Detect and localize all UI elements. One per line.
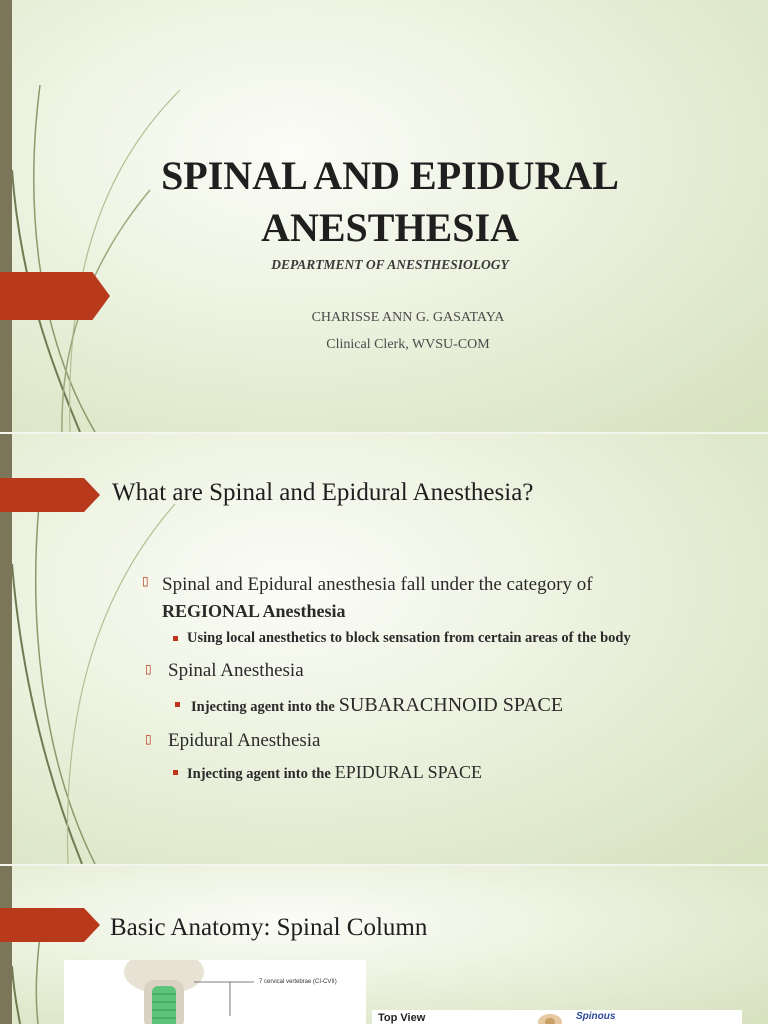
author-affiliation: Clinical Clerk, WVSU-COM bbox=[326, 337, 490, 352]
bullet-spinal: Spinal Anesthesia bbox=[168, 660, 304, 681]
sub-bullet-term: SUBARACHNOID SPACE bbox=[338, 694, 564, 716]
left-accent-bar bbox=[0, 0, 12, 432]
sub-bullet-local: Using local anesthetics to block sensation from certain areas of the body bbox=[187, 630, 631, 646]
accent-arrow bbox=[0, 272, 110, 320]
sub-bullet-icon bbox=[173, 636, 178, 641]
skull-spine-illustration bbox=[64, 960, 366, 1024]
title-slide bbox=[0, 0, 768, 432]
bullet-marker-icon: ▯ bbox=[142, 574, 149, 588]
bullet-regional bbox=[162, 572, 722, 625]
slide-title: What are Spinal and Epidural Anesthesia? bbox=[112, 479, 534, 506]
vertebra-top-view-illustration bbox=[372, 1010, 742, 1024]
anatomy-slide bbox=[0, 866, 768, 1024]
bullet-strong-text: REGIONAL Anesthesia bbox=[162, 601, 346, 621]
top-view-figure bbox=[372, 1010, 742, 1024]
slide-title bbox=[100, 150, 680, 254]
bullet-marker-icon: ▯ bbox=[145, 662, 152, 676]
spinous-label: Spinous bbox=[576, 1011, 616, 1022]
sub-bullet-prefix: Injecting agent into the bbox=[187, 766, 331, 782]
sub-bullet-spinal bbox=[191, 694, 563, 717]
definition-slide bbox=[0, 434, 768, 864]
sub-bullet-prefix: Injecting agent into the bbox=[191, 699, 335, 715]
left-accent-bar bbox=[0, 866, 12, 1024]
bullet-text: Spinal and Epidural anesthesia fall under the category of bbox=[162, 574, 593, 595]
figure-caption: 7 cervical vertebrae (CI-CVII) bbox=[259, 979, 337, 985]
bullet-marker-icon: ▯ bbox=[145, 732, 152, 746]
title-line-1: SPINAL AND EPIDURAL bbox=[161, 153, 619, 198]
sub-bullet-epidural bbox=[187, 762, 482, 783]
accent-arrow bbox=[0, 908, 100, 942]
top-view-label: Top View bbox=[378, 1012, 426, 1024]
author-name: CHARISSE ANN G. GASATAYA bbox=[311, 310, 505, 325]
sub-bullet-term: EPIDURAL SPACE bbox=[334, 762, 482, 782]
bullet-epidural: Epidural Anesthesia bbox=[168, 730, 321, 751]
spinal-column-figure bbox=[64, 960, 366, 1024]
department-subtitle: DEPARTMENT OF ANESTHESIOLOGY bbox=[271, 257, 509, 272]
title-line-2: ANESTHESIA bbox=[261, 205, 519, 250]
accent-arrow bbox=[0, 478, 100, 512]
sub-bullet-icon bbox=[173, 770, 178, 775]
sub-bullet-icon bbox=[175, 702, 180, 707]
slide-title: Basic Anatomy: Spinal Column bbox=[110, 914, 428, 941]
